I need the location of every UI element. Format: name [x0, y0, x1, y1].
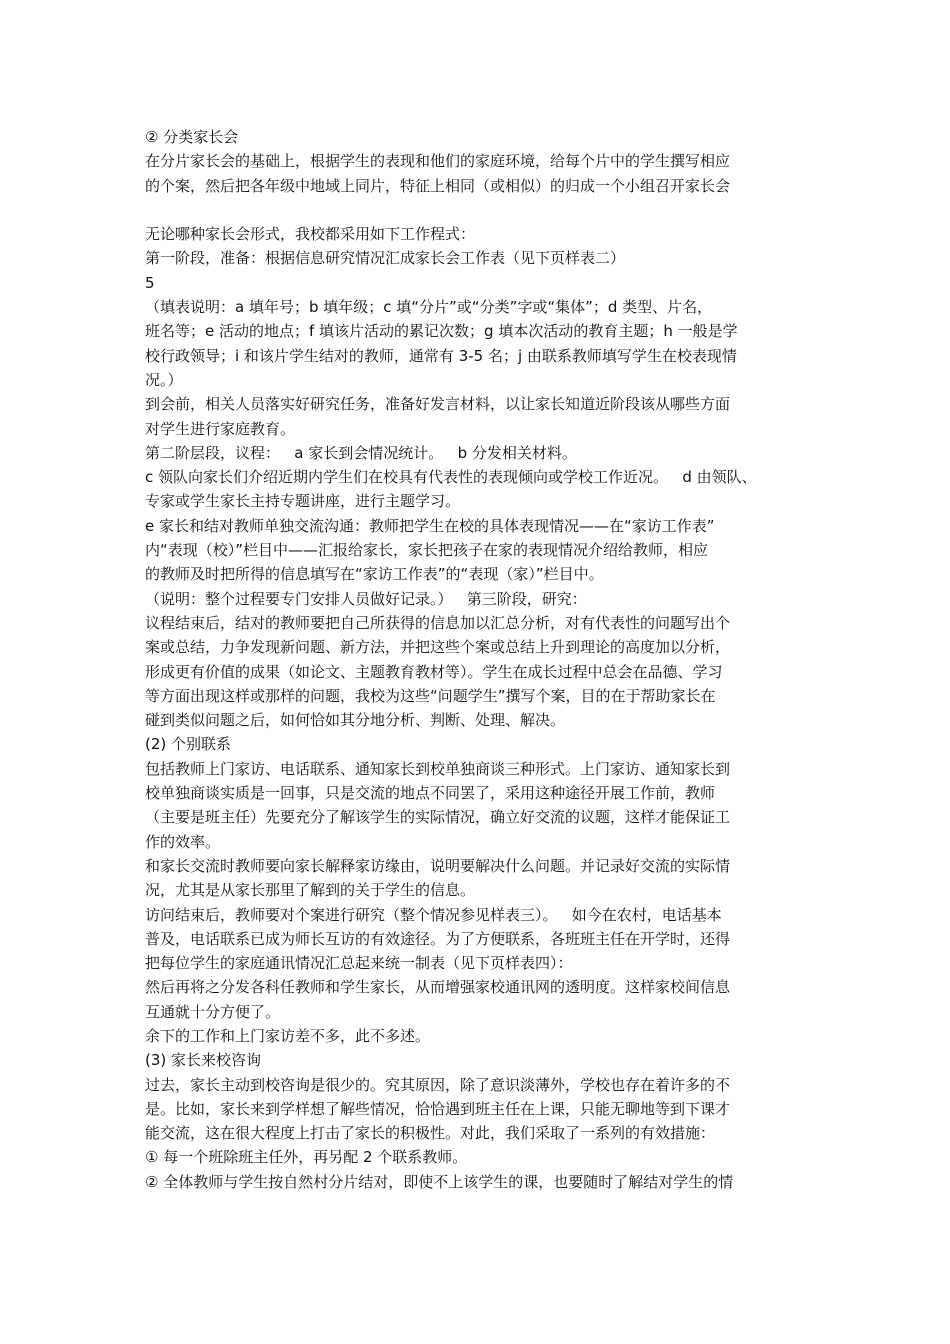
text-line: 况。）: [145, 370, 183, 389]
text-line: 到会前，相关人员落实好研究任务，准备好发言材料，以让家长知道近阶段该从哪些方面: [145, 395, 731, 414]
text-line: 包括教师上门家访、电话联系、通知家长到校单独商谈三种形式。上门家访、通知家长到: [145, 759, 731, 778]
text-line: （填表说明：a 填年号；b 填年级；c 填“分片”或“分类”字或“集体”；d 类型、片名，: [145, 298, 713, 317]
text-line: ① 每一个班除班主任外，再另配 2 个联系教师。: [145, 1148, 468, 1167]
text-line: 班名等；e 活动的地点；f 填该片活动的累记次数；g 填本次活动的教育主题；h 一般是学: [145, 322, 738, 341]
text-line: 形成更有价值的成果（如论文、主题教育教材等）。学生在成长过程中总会在品德、学习: [145, 662, 723, 681]
text-line: 作的效率。: [145, 832, 221, 851]
text-line: 普及，电话联系已成为师长互访的有效途径。为了方便联系，各班班主任在开学时，还得: [145, 929, 731, 948]
text-line: 第一阶段，准备：根据信息研究情况汇成家长会工作表（见下页样表二）: [145, 249, 626, 268]
text-line: （主要是班主任）先要充分了解该学生的实际情况，确立好交流的议题，这样才能保证工: [145, 808, 731, 827]
text-line: [145, 198, 820, 222]
text-line: 第二阶层段，议程： a 家长到会情况统计。 b 分发相关材料。: [145, 443, 577, 462]
text-line: 对学生进行家庭教育。: [145, 419, 296, 438]
text-line: 案或总结，力争发现新问题、新方法，并把这些个案或总结上升到理论的高度加以分析，: [145, 638, 731, 657]
text-line: ② 分类家长会: [145, 128, 239, 146]
text-line: 的教师及时把所得的信息填写在“家访工作表”的“表现（家）”栏目中。: [145, 565, 604, 584]
text-line: (3) 家长来校咨询: [145, 1051, 262, 1070]
text-line: 无论哪种家长会形式，我校都采用如下工作程式：: [145, 225, 476, 244]
text-line: (2) 个别联系: [145, 735, 232, 754]
text-line: 况，尤其是从家长那里了解到的关于学生的信息。: [145, 881, 476, 900]
text-line: 把每位学生的家庭通讯情况汇总起来统一制表（见下页样表四）：: [145, 954, 573, 973]
text-line: 在分片家长会的基础上，根据学生的表现和他们的家庭环境，给每个片中的学生撰写相应: [145, 152, 731, 171]
text-line: 议程结束后，结对的教师要把自己所获得的信息加以汇总分析，对有代表性的问题写出个: [145, 613, 731, 632]
text-line: 碰到类似问题之后，如何恰如其分地分析、判断、处理、解决。: [145, 711, 566, 730]
text-line: 等方面出现这样或那样的问题，我校为这些“问题学生”撰写个案，目的在于帮助家长在: [145, 686, 716, 705]
text-line: 校单独商谈实质是一回事，只是交流的地点不同罢了，采用这种途径开展工作前，教师: [145, 784, 716, 803]
text-line: 专家或学生家长主持专题讲座，进行主题学习。: [145, 492, 461, 511]
text-line: c 领队向家长们介绍近期内学生们在校具有代表性的表现倾向或学校工作近况。 d 由领队、: [145, 468, 757, 487]
text-line: 校行政领导；i 和该片学生结对的教师，通常有 3-5 名；j 由联系教师填写学生在校表现情: [145, 346, 737, 365]
text-line: （说明：整个过程要专门安排人员做好记录。） 第三阶段，研究：: [145, 589, 587, 608]
text-line: ② 全体教师与学生按自然村分片结对，即使不上该学生的课，也要随时了解结对学生的情: [145, 1172, 734, 1191]
text-line: 余下的工作和上门家访差不多，此不多述。: [145, 1026, 431, 1045]
text-line: e 家长和结对教师单独交流沟通：教师把学生在校的具体表现情况——在“家访工作表”: [145, 516, 715, 535]
text-line: 能交流，这在很大程度上打击了家长的积极性。对此，我们采取了一系列的有效措施：: [145, 1124, 716, 1143]
text-line: 和家长交流时教师要向家长解释家访缘由，说明要解决什么问题。并记录好交流的实际情: [145, 856, 731, 875]
text-line: 内“表现（校）”栏目中——汇报给家长，家长把孩子在家的表现情况介绍给教师，相应: [145, 541, 709, 560]
text-line: 5: [145, 273, 155, 292]
text-line: 是。比如，家长来到学样想了解些情况，恰恰遇到班主任在上课，只能无聊地等到下课才: [145, 1099, 731, 1118]
text-line: 过去，家长主动到校咨询是很少的。究其原因，除了意识淡薄外，学校也存在着许多的不: [145, 1075, 731, 1094]
text-line: 访问结束后，教师要对个案进行研究（整个情况参见样表三）。 如今在农村，电话基本: [145, 905, 722, 924]
text-line: 的个案，然后把各年级中地域上同片，特征上相同（或相似）的归成一个小组召开家长会: [145, 176, 731, 195]
document-body: [145, 125, 820, 1194]
text-line: 互通就十分方便了。: [145, 1002, 281, 1021]
text-line: 然后再将之分发各科任教师和学生家长，从而增强家校通讯网的透明度。这样家校间信息: [145, 978, 731, 997]
